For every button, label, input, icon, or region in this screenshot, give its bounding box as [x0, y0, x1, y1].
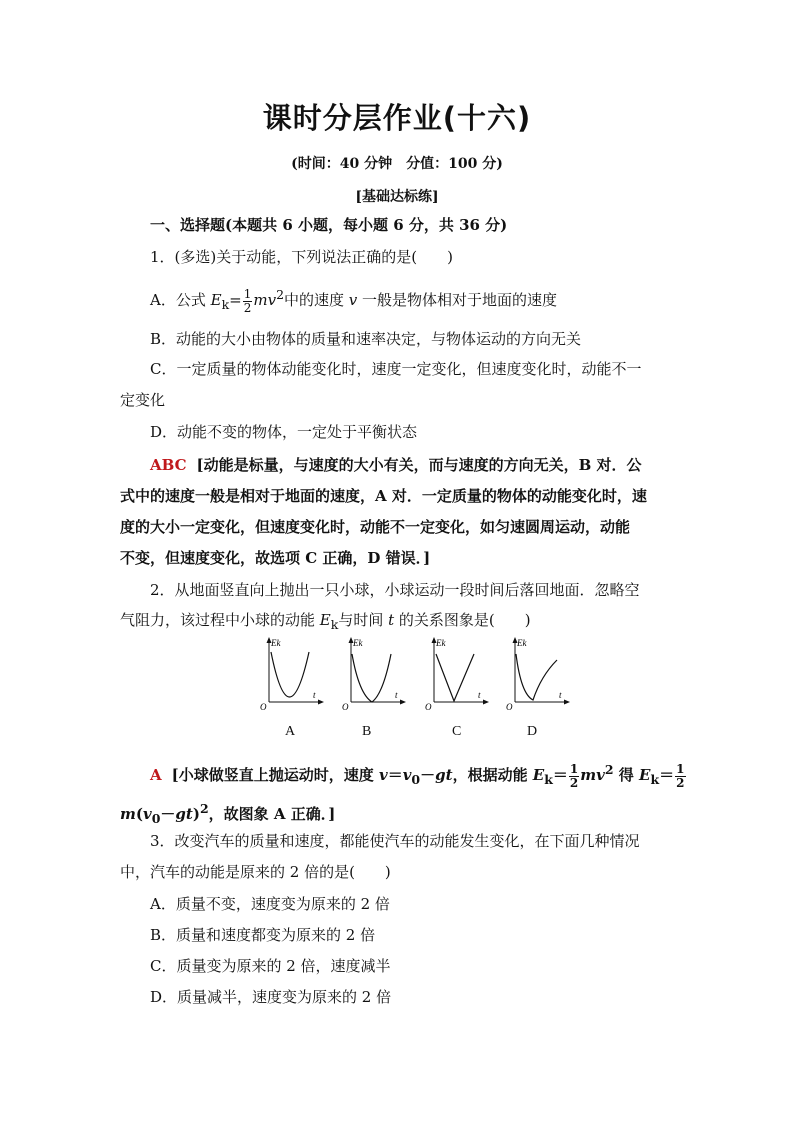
q1-option-c-cont: 定变化 — [120, 391, 166, 409]
graph-d — [501, 632, 571, 712]
part-heading: 一、选择题(本题共 6 小题，每小题 6 分，共 36 分) — [150, 216, 508, 234]
graph-label-c: C — [452, 724, 462, 739]
q1-option-d: D．动能不变的物体，一定处于平衡状态 — [150, 423, 418, 441]
q1-stem: 1．(多选)关于动能，下列说法正确的是( ) — [150, 248, 453, 266]
graph-d-xlabel: t — [559, 690, 562, 700]
graph-b — [337, 632, 407, 712]
answer-label: A — [150, 766, 162, 784]
graph-a-origin: O — [260, 702, 267, 712]
answer-label: ABC — [150, 456, 187, 474]
q3-option-d: D．质量减半，速度变为原来的 2 倍 — [150, 988, 392, 1006]
graph-c — [420, 632, 490, 712]
q3-stem: 3．改变汽车的质量和速度，都能使汽车的动能发生变化，在下面几种情况 — [150, 832, 640, 850]
fraction: $\frac{1}{2}$ — [676, 761, 685, 790]
graph-b-xlabel: t — [395, 690, 398, 700]
q1-option-b: B．动能的大小由物体的质量和速率决定，与物体运动的方向无关 — [150, 330, 582, 348]
q1-explanation: ABC [动能是标量，与速度的大小有关，而与速度的方向无关，B 对．公 — [150, 456, 642, 474]
section-heading: [基础达标练] — [355, 189, 439, 205]
q1-explanation-line2: 式中的速度一般是相对于地面的速度，A 对．一定质量的物体的动能变化时，速 — [120, 487, 647, 505]
graph-c-origin: O — [425, 702, 432, 712]
page-title: 课时分层作业(十六) — [262, 101, 532, 135]
q3-option-a: A．质量不变，速度变为原来的 2 倍 — [150, 895, 390, 913]
graph-b-origin: O — [342, 702, 349, 712]
q1-option-c: C．一定质量的物体动能变化时，速度一定变化，但速度变化时，动能不一 — [150, 360, 642, 378]
q1-explanation-line4: 不变，但速度变化，故选项 C 正确，D 错误．] — [120, 549, 431, 567]
graph-label-d: D — [527, 724, 538, 739]
graph-a-xlabel: t — [313, 690, 316, 700]
graph-a — [255, 632, 325, 712]
graph-d-origin: O — [506, 702, 513, 712]
fraction: $\frac{1}{2}$ — [569, 761, 579, 790]
q2-explanation-line2: $m(v_0-gt)^2$，故图象 A 正确．] — [120, 801, 336, 826]
q2-stem: 2．从地面竖直向上抛出一只小球，小球运动一段时间后落回地面．忽略空 — [150, 581, 640, 599]
q1-option-a: A．公式 $E_k=$ $\frac{1}{2}$ $mv^2$中的速度 v 一般是物体相对于地面的速度 — [150, 286, 558, 315]
graph-label-b: B — [362, 724, 372, 739]
graph-d-ylabel: Ek — [517, 638, 527, 648]
q2-explanation: A [小球做竖直上抛运动时，速度 $v=v_0-gt$，根据动能 $E_k=$ $\frac{1}{2}$ $mv^2$ 得 $E_k=$ $\frac{1}{2}$ — [150, 761, 685, 790]
graph-c-ylabel: Ek — [436, 638, 446, 648]
q3-option-b: B．质量和速度都变为原来的 2 倍 — [150, 926, 376, 944]
q3-option-c: C．质量变为原来的 2 倍，速度减半 — [150, 957, 391, 975]
q2-stem-line2: 气阻力，该过程中小球的动能 $E_k$与时间 t 的关系图象是( ) — [120, 611, 531, 632]
graph-label-a: A — [285, 724, 296, 739]
graph-b-ylabel: Ek — [353, 638, 363, 648]
graph-a-ylabel: Ek — [271, 638, 281, 648]
answer-graphs — [255, 632, 585, 742]
q3-stem-line2: 中，汽车的动能是原来的 2 倍的是( ) — [120, 863, 391, 881]
fraction: $\frac{1}{2}$ — [243, 286, 252, 315]
q1-explanation-line3: 度的大小一定变化，但速度变化时，动能不一定变化，如匀速圆周运动，动能 — [120, 518, 631, 536]
time-score-info: (时间：40 分钟 分值：100 分) — [291, 156, 503, 172]
graph-c-xlabel: t — [478, 690, 481, 700]
